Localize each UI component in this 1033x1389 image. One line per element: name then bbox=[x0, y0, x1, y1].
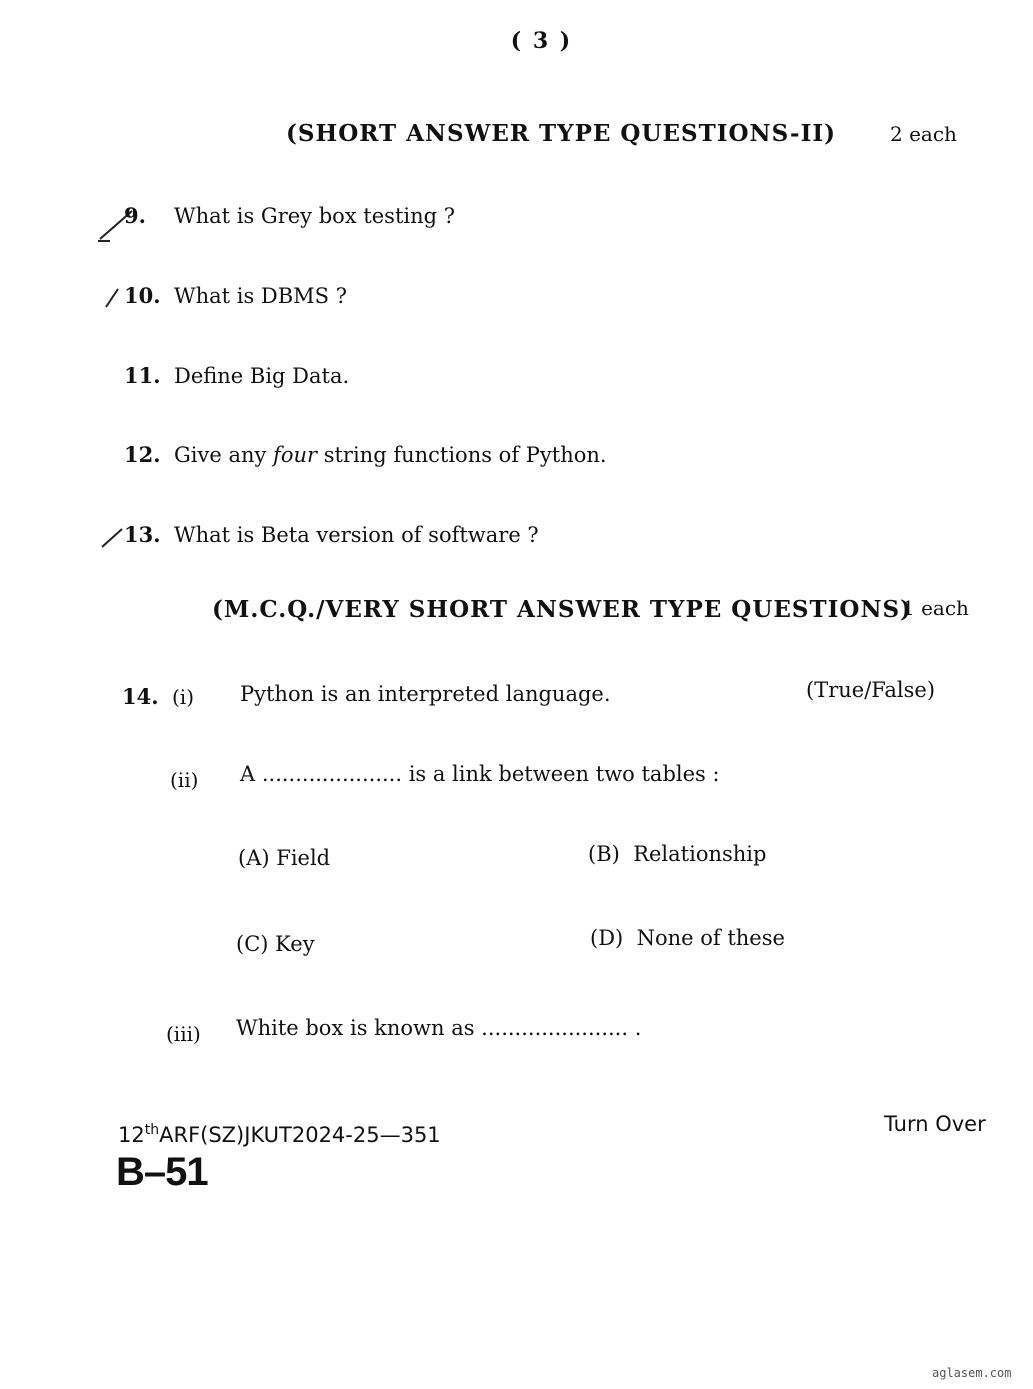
question-text-pre: Give any bbox=[174, 443, 274, 467]
sub-question-label: (iii) bbox=[166, 1022, 201, 1046]
watermark: aglasem.com bbox=[932, 1366, 1012, 1380]
question-number: 11. bbox=[124, 363, 161, 388]
sub-question-label: (i) bbox=[172, 685, 195, 709]
question-13 bbox=[124, 522, 539, 547]
question-14-number: 14. bbox=[122, 684, 159, 709]
option-text: Field bbox=[276, 846, 331, 870]
question-text-emphasis: four bbox=[273, 443, 318, 467]
option-label: (C) bbox=[236, 932, 269, 956]
question-text: What is Beta version of software ? bbox=[174, 523, 539, 547]
exam-code-prefix: 12 bbox=[118, 1123, 145, 1147]
question-text: What is Grey box testing ? bbox=[174, 204, 455, 228]
question-number: 13. bbox=[124, 522, 161, 547]
section-heading-short-answer: (SHORT ANSWER TYPE QUESTIONS-II) bbox=[286, 120, 836, 147]
question-text: Define Big Data. bbox=[174, 364, 350, 388]
section-heading-mcq: (M.C.Q./VERY SHORT ANSWER TYPE QUESTIONS) bbox=[212, 596, 912, 623]
question-number: 12. bbox=[124, 442, 161, 467]
exam-code-rest: ARF(SZ)JKUT2024-25—351 bbox=[159, 1123, 441, 1147]
section-marks-mcq: 1 each bbox=[902, 596, 969, 620]
turn-over-label: Turn Over bbox=[884, 1112, 986, 1136]
option-d bbox=[590, 926, 785, 950]
pen-mark-icon bbox=[100, 525, 126, 550]
sub-question-i-text: Python is an interpreted language. bbox=[240, 682, 611, 706]
option-text: None of these bbox=[636, 926, 785, 950]
exam-code-sup: th bbox=[144, 1122, 160, 1138]
option-text: Relationship bbox=[633, 842, 767, 866]
option-label: (A) bbox=[238, 846, 270, 870]
question-9 bbox=[124, 203, 455, 228]
option-a bbox=[238, 846, 330, 870]
page-number: ( 3 ) bbox=[510, 28, 573, 54]
section-marks-short-answer: 2 each bbox=[890, 122, 957, 146]
exam-code bbox=[118, 1122, 441, 1147]
sub-question-label: (ii) bbox=[170, 768, 199, 792]
question-number: 10. bbox=[124, 283, 161, 308]
true-false-hint: (True/False) bbox=[806, 678, 936, 702]
question-text-post: string functions of Python. bbox=[317, 443, 607, 467]
paper-code: B–51 bbox=[116, 1150, 208, 1194]
option-b bbox=[588, 842, 766, 866]
sub-question-iii-text: White box is known as ...................... . bbox=[236, 1016, 642, 1040]
question-12 bbox=[124, 442, 607, 467]
option-label: (B) bbox=[588, 842, 620, 866]
question-number: 9. bbox=[124, 203, 146, 228]
option-label: (D) bbox=[590, 926, 624, 950]
option-text: Key bbox=[275, 932, 315, 956]
option-c bbox=[236, 932, 315, 956]
sub-question-ii-text: A ..................... is a link between two tables : bbox=[240, 762, 720, 786]
question-10 bbox=[124, 283, 347, 308]
question-text: What is DBMS ? bbox=[174, 284, 348, 308]
question-11 bbox=[124, 363, 349, 388]
pen-mark-icon bbox=[104, 285, 124, 310]
